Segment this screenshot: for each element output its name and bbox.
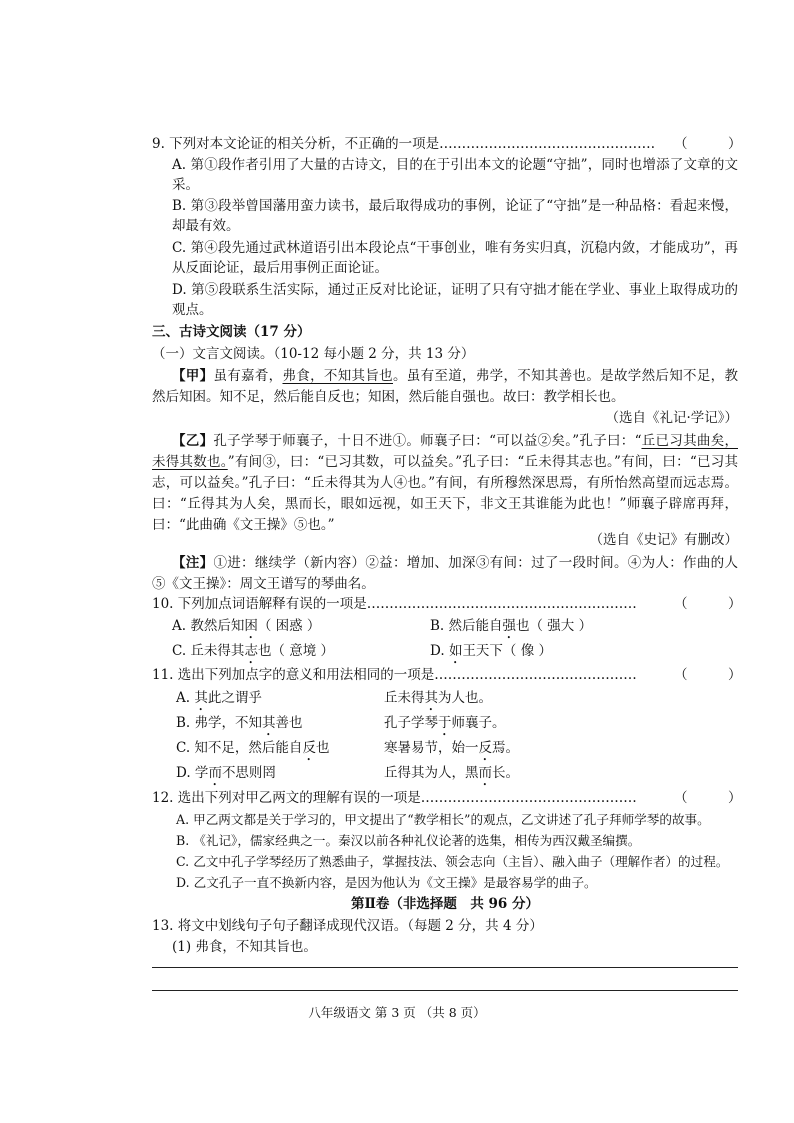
yi-label: 【乙】 bbox=[172, 433, 214, 449]
notes-label: 【注】 bbox=[172, 555, 214, 571]
q11-option-c-right: 寒暑易节，始一反焉。 bbox=[384, 740, 519, 756]
q9-option-d: D. 第⑤段联系生活实际，通过正反对比论证，证明了只有守拙才能在学业、事业上取得成功的观点。 bbox=[172, 282, 738, 318]
q11-option-d-left: D. 学而不思则罔 bbox=[176, 765, 276, 781]
answer-line-2 bbox=[152, 990, 738, 991]
q10-option-a: A. 教然后知困（ 困惑 ） bbox=[172, 618, 321, 634]
q9-stem: 9. 下列对本文论证的相关分析，不正确的一项是………………………………………… （ ） bbox=[152, 136, 742, 152]
dotted-char: 其 bbox=[194, 690, 208, 706]
jia-passage: 【甲】虽有嘉肴，弗食，不知其旨也。虽有至道，弗学，不知其善也。是故学然后知不足，教然后知困。知不足，然后能自反也；知困，然后能自强也。故曰：教学相长也。 bbox=[152, 368, 738, 405]
dotted-char: 而 bbox=[478, 765, 492, 781]
part2-title: 第Ⅱ卷（非选择题 共 96 分） bbox=[350, 896, 540, 912]
notes: 【注】①进：继续学（新内容）②益：增加、加深③有间：过了一段时间。④为人：作曲的人⑤《文王操》：周文王谱写的琴曲名。 bbox=[152, 555, 738, 592]
q12-stem: 12. 选出下列对甲乙两文的理解有误的一项是………………………………………… （ ） bbox=[152, 790, 742, 806]
yi-source: （选自《史记》有删改） bbox=[589, 532, 738, 548]
q12-option-b: B. 《礼记》，儒家经典之一。秦汉以前各种礼仪论著的选集，相传为西汉戴圣编撰。 bbox=[176, 833, 641, 848]
q11-option-a-right: 丘未得其为人也。 bbox=[384, 690, 492, 706]
q11-answer-paren: （ ） bbox=[674, 667, 742, 683]
dotted-char: 其 bbox=[262, 715, 276, 731]
jia-source: （选自《礼记·学记》） bbox=[605, 410, 738, 426]
page-footer: 八年级语文 第 3 页 （共 8 页） bbox=[308, 1005, 486, 1020]
q10-answer-paren: （ ） bbox=[674, 596, 742, 612]
q13-stem: 13. 将文中划线句子句子翻译成现代汉语。（每题 2 分，共 4 分） bbox=[152, 918, 543, 934]
q10-option-d: D. 如王天下（ 像 ） bbox=[430, 643, 553, 659]
answer-line-1 bbox=[152, 967, 738, 968]
jia-underlined-sentence: 弗食，不知其旨也 bbox=[282, 368, 393, 384]
q12-option-d: D. 乙文孔子一直不换新内容，是因为他认为《文王操》是最容易学的曲子。 bbox=[176, 875, 597, 890]
q12-option-a: A. 甲乙两文都是关于学习的，甲文提出了“教学相长”的观点，乙文讲述了孔子拜师学琴的故事。 bbox=[176, 812, 710, 827]
dotted-char: 如 bbox=[448, 643, 463, 659]
q9-answer-paren: （ ） bbox=[674, 136, 742, 152]
jia-label: 【甲】 bbox=[172, 368, 214, 384]
dotted-char: 其 bbox=[424, 690, 438, 706]
dotted-char: 强 bbox=[502, 618, 517, 634]
q9-option-b: B. 第③段举曾国藩用蛮力读书，最后取得成功的事例，论证了“守拙”是一种品格：看起来慢，却最有效。 bbox=[172, 198, 738, 234]
q11-option-b-right: 孔子学琴于师襄子。 bbox=[384, 715, 506, 731]
yi-underlined-sentence: 丘已习其曲矣，未得其数也。 bbox=[152, 433, 738, 470]
dotted-char: 而 bbox=[208, 765, 222, 781]
q11-option-a-left: A. 其此之谓乎 bbox=[176, 690, 262, 706]
q11-option-d-right: 丘得其为人，黑而长。 bbox=[384, 765, 519, 781]
q11-option-c-left: C. 知不足，然后能自反也 bbox=[176, 740, 330, 756]
yi-passage: 【乙】孔子学琴于师襄子，十日不进①。师襄子曰：“可以益②矣。”孔子曰：“丘已习其曲矣，未得其数也。”有间③，曰：“已习其数，可以益矣。”孔子曰：“丘未得其志也。”有间，曰：“已习其志，可以益矣。”孔子曰：“丘未得其为人④也。”有间，有所穆然深思焉，有所怡然高望而远志焉。曰：“丘得其为人矣，黑而长，眼如远视，如王天下，非文王其谁能为此也！”师襄子辟席再拜，曰：“此曲确《文王操》⑤也。” bbox=[152, 433, 738, 533]
q9-option-c: C. 第④段先通过武林道语引出本段论点“干事创业，唯有务实归真，沉稳内敛，才能成功”，再从反面论证，最后用事例正面论证。 bbox=[172, 240, 738, 276]
q10-stem: 10. 下列加点词语解释有误的一项是…………………………………………………… （ ） bbox=[152, 596, 742, 612]
dotted-char: 反 bbox=[478, 740, 492, 756]
q11-stem: 11. 选出下列加点字的意义和用法相同的一项是……………………………………… （ ） bbox=[152, 667, 742, 683]
dotted-char: 志 bbox=[244, 643, 258, 659]
q12-option-c: C. 乙文中孔子学琴经历了熟悉曲子，掌握技法、领会志向（主旨）、融入曲子（理解作者）的过程。 bbox=[176, 854, 729, 869]
dotted-char: 于 bbox=[438, 715, 452, 731]
q11-option-b-left: B. 弗学，不知其善也 bbox=[176, 715, 303, 731]
section3-sub1: （一）文言文阅读。（10-12 每小题 2 分，共 13 分） bbox=[152, 346, 475, 362]
q10-option-c: C. 丘未得其志也（ 意境 ） bbox=[172, 643, 335, 659]
section3-title: 三、古诗文阅读（17 分） bbox=[152, 324, 311, 340]
q12-answer-paren: （ ） bbox=[674, 790, 742, 806]
q10-option-b: B. 然后能自强也（ 强大 ） bbox=[430, 618, 593, 634]
q9-option-a: A. 第①段作者引用了大量的古诗文，目的在于引出本文的论题“守拙”，同时也增添了文章的文采。 bbox=[172, 157, 738, 193]
q13-item1: (1) 弗食，不知其旨也。 bbox=[172, 939, 317, 955]
dotted-char: 困 bbox=[244, 618, 258, 634]
dotted-char: 反 bbox=[302, 740, 316, 756]
